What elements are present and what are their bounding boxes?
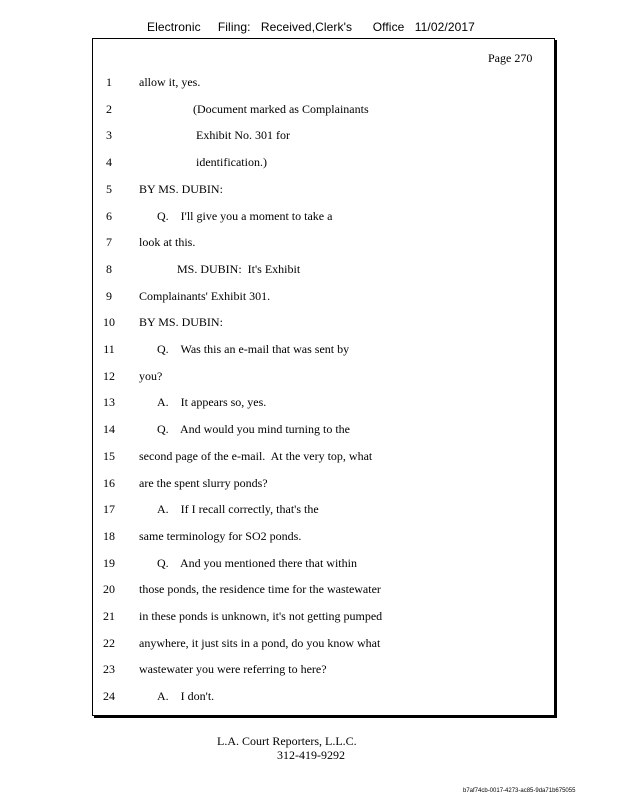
- transcript-line: [0, 528, 618, 554]
- transcript-line: [0, 101, 618, 127]
- transcript-line: [0, 368, 618, 394]
- line-text: MS. DUBIN: It's Exhibit: [177, 261, 301, 276]
- line-number: 1: [106, 75, 112, 89]
- line-number: 23: [103, 662, 115, 677]
- transcript-line: [0, 688, 618, 714]
- line-number: 6: [106, 208, 112, 223]
- line-text: wastewater you were referring to here?: [139, 662, 327, 677]
- line-text: you?: [139, 368, 163, 383]
- line-text: Q. And would you mind turning to the: [157, 422, 350, 437]
- transcript-line: [0, 608, 618, 634]
- document-hash: b7af74cb-0017-4273-ac85-9da71b675055: [463, 788, 576, 794]
- line-number: 5: [106, 181, 112, 196]
- transcript-line: [0, 661, 618, 687]
- line-number: 13: [103, 395, 115, 410]
- reporter-company: L.A. Court Reporters, L.L.C.: [217, 734, 357, 748]
- line-number: 22: [103, 635, 115, 650]
- line-number: 3: [106, 128, 112, 143]
- line-number: 7: [106, 235, 112, 250]
- transcript-line: [0, 394, 618, 420]
- line-number: 15: [103, 448, 115, 463]
- transcript-line: [0, 341, 618, 367]
- line-text: Exhibit No. 301 for: [196, 128, 290, 143]
- line-number: 24: [103, 689, 115, 704]
- line-text: A. If I recall correctly, that's the: [157, 502, 319, 517]
- line-number: 11: [103, 342, 115, 356]
- line-text: Q. I'll give you a moment to take a: [157, 208, 333, 223]
- transcript-line: [0, 208, 618, 234]
- line-text: Q. Was this an e-mail that was sent by: [157, 342, 350, 356]
- transcript-line: [0, 635, 618, 661]
- transcript-line: [0, 154, 618, 180]
- line-number: 16: [103, 475, 115, 490]
- line-text: identification.): [196, 155, 267, 170]
- line-text: second page of the e-mail. At the very top, what: [139, 448, 373, 463]
- line-number: 4: [106, 155, 112, 170]
- transcript-line: [0, 475, 618, 501]
- line-number: 14: [103, 422, 115, 437]
- line-text: in these ponds is unknown, it's not getting pumped: [139, 609, 383, 623]
- line-text: A. I don't.: [157, 689, 215, 704]
- reporter-phone: 312-419-9292: [277, 748, 345, 762]
- transcript-line: [0, 555, 618, 581]
- line-text: A. It appears so, yes.: [157, 395, 267, 410]
- transcript-line: [0, 288, 618, 314]
- line-number: 19: [103, 555, 115, 570]
- line-text: those ponds, the residence time for the wastewater: [139, 582, 381, 597]
- line-text: BY MS. DUBIN:: [139, 181, 223, 196]
- transcript-line: [0, 314, 618, 340]
- transcript-line: [0, 448, 618, 474]
- line-number: 2: [106, 101, 112, 116]
- line-number: 8: [106, 261, 112, 276]
- line-number: 9: [106, 288, 112, 303]
- transcript-line: [0, 581, 618, 607]
- line-number: 20: [103, 582, 115, 597]
- transcript-line: [0, 74, 618, 100]
- line-text: Complainants' Exhibit 301.: [139, 288, 271, 303]
- line-text: (Document marked as Complainants: [193, 101, 369, 116]
- line-text: Q. And you mentioned there that within: [157, 555, 357, 570]
- transcript-line: [0, 421, 618, 447]
- transcript-line: [0, 181, 618, 207]
- page-number: Page 270: [488, 51, 533, 65]
- line-number: 21: [103, 609, 115, 623]
- transcript-line: [0, 261, 618, 287]
- line-number: 18: [103, 528, 115, 543]
- filing-stamp: Electronic Filing: Received,Clerk's Office 11/02/2017: [147, 20, 475, 34]
- line-text: are the spent slurry ponds?: [139, 475, 268, 490]
- line-number: 10: [103, 315, 115, 330]
- line-text: same terminology for SO2 ponds.: [139, 528, 302, 543]
- line-number: 12: [103, 368, 115, 383]
- line-text: allow it, yes.: [139, 75, 201, 89]
- line-text: BY MS. DUBIN:: [139, 315, 223, 330]
- transcript-line: [0, 234, 618, 260]
- transcript-line: [0, 127, 618, 153]
- line-text: anywhere, it just sits in a pond, do you know what: [139, 635, 381, 650]
- line-text: look at this.: [139, 235, 196, 250]
- line-number: 17: [103, 502, 115, 517]
- transcript-line: [0, 501, 618, 527]
